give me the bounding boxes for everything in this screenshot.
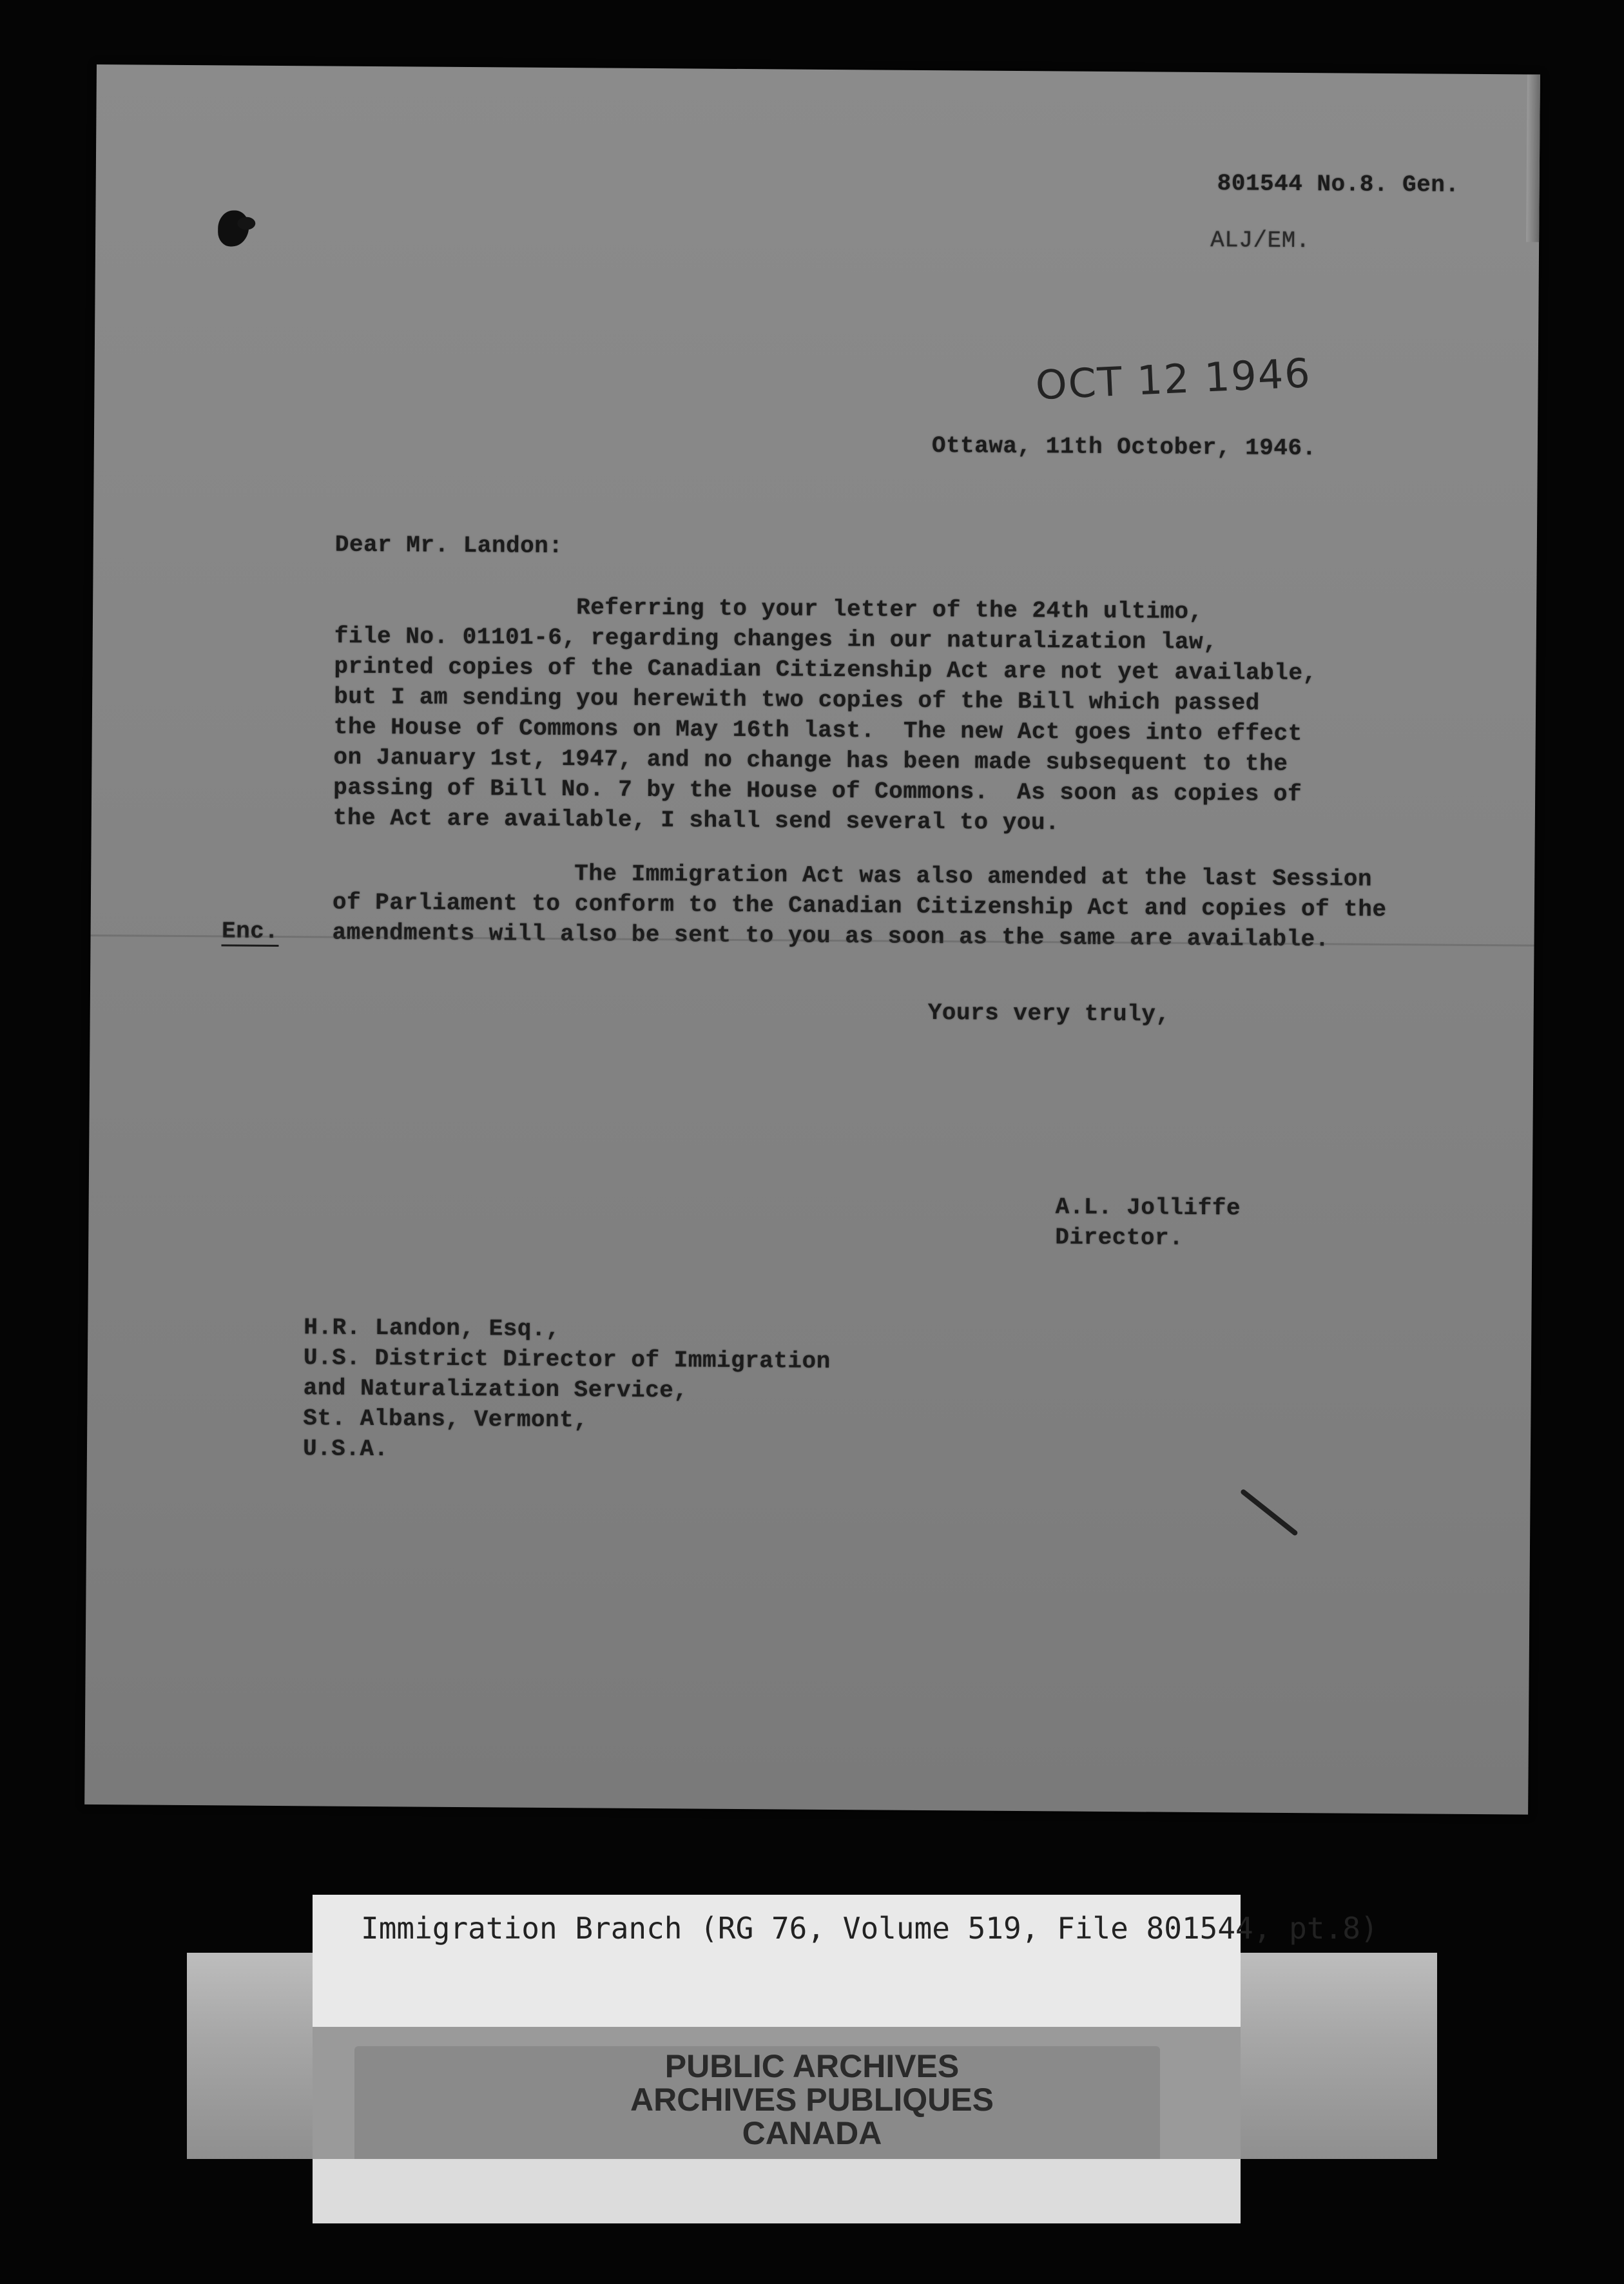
address-line: H.R. Landon, Esq.,	[304, 1314, 561, 1343]
address-line: and Naturalization Service,	[303, 1375, 688, 1404]
date-stamp: OCT 12 1946	[1034, 349, 1313, 409]
paragraph-line: the House of Commons on May 16th last. The new Act goes into effect	[333, 713, 1302, 748]
file-reference: 801544 No.8. Gen.	[1217, 170, 1460, 198]
closing: Yours very truly,	[927, 1000, 1170, 1028]
paragraph-line: amendments will also be sent to you as soon as the same are available.	[332, 919, 1329, 953]
signer-name: A.L. Jolliffe	[1055, 1194, 1241, 1222]
typist-initials: ALJ/EM.	[1210, 227, 1311, 255]
signer-title: Director.	[1055, 1224, 1184, 1252]
page-edge	[1526, 74, 1540, 242]
pen-mark	[1240, 1488, 1299, 1536]
dateline: Ottawa, 11th October, 1946.	[931, 432, 1317, 462]
archive-card-bottom	[313, 2159, 1241, 2223]
archive-citation: Immigration Branch (RG 76, Volume 519, File 801544, pt.8)	[361, 1911, 1378, 1946]
address-line: St. Albans, Vermont,	[303, 1405, 588, 1434]
paragraph-line: file No. 01101-6, regarding changes in our naturalization law,	[334, 623, 1218, 656]
archive-stamp-line: ARCHIVES PUBLIQUES	[630, 2082, 994, 2118]
address-line: U.S.A.	[302, 1435, 389, 1463]
paragraph-line: of Parliament to conform to the Canadian Citizenship Act and copies of the	[332, 889, 1387, 924]
paragraph-line: Referring to your letter of the 24th ultimo,	[575, 594, 1203, 626]
archive-stamp	[567, 2049, 1057, 2150]
letter-page	[84, 64, 1540, 1815]
address-line: U.S. District Director of Immigration	[303, 1344, 831, 1375]
enclosure-label: Enc.	[222, 918, 279, 947]
salutation: Dear Mr. Landon:	[334, 531, 563, 560]
paragraph-line: The Immigration Act was also amended at the last Session	[574, 860, 1373, 893]
paragraph-line: passing of Bill No. 7 by the House of Commons. As soon as copies of	[333, 774, 1302, 808]
ink-blot	[218, 210, 249, 246]
paragraph-line: on January 1st, 1947, and no change has been made subsequent to the	[333, 744, 1288, 777]
archive-stamp-line: CANADA	[742, 2115, 882, 2151]
paragraph-line: but I am sending you herewith two copies of the Bill which passed	[334, 683, 1261, 717]
archive-stamp-line: PUBLIC ARCHIVES	[664, 2048, 960, 2084]
paragraph-line: printed copies of the Canadian Citizenship Act are not yet available,	[334, 653, 1317, 687]
paragraph-line: the Act are available, I shall send several to you.	[333, 804, 1060, 837]
